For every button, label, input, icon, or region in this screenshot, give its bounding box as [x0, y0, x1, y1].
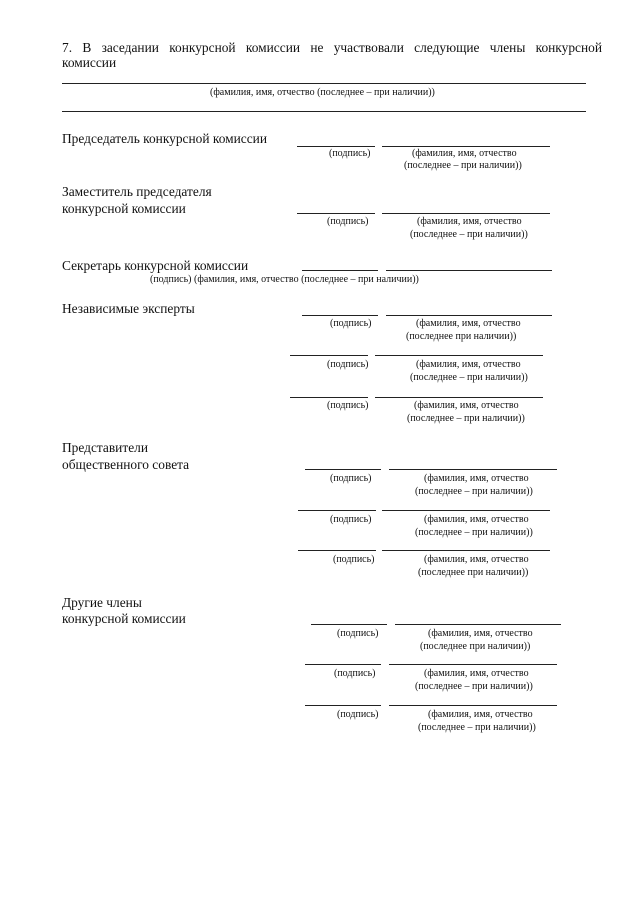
council-label-1: Представители: [62, 440, 148, 455]
council-2-fio-line: [382, 510, 550, 511]
deputy-fio-line: [382, 213, 550, 214]
deputy-label-2: конкурсной комиссии: [62, 201, 186, 216]
deputy-fio-caption-1: (фамилия, имя, отчество: [417, 216, 522, 227]
council-1-signature-line: [305, 469, 381, 470]
experts-label: Независимые эксперты: [62, 301, 195, 316]
council-2-sign-caption: (подпись): [330, 514, 372, 525]
others-label-1: Другие члены: [62, 595, 142, 610]
other-3-fio-caption-1: (фамилия, имя, отчество: [428, 709, 533, 720]
secretary-fio-line: [386, 270, 552, 271]
council-2-signature-line: [298, 510, 376, 511]
council-2-fio-caption-1: (фамилия, имя, отчество: [424, 514, 529, 525]
other-2-fio-line: [389, 664, 557, 665]
secretary-signature-line: [302, 270, 378, 271]
expert-2-sign-caption: (подпись): [327, 359, 369, 370]
council-label-2: общественного совета: [62, 457, 190, 472]
absent-members-line-2: [62, 111, 586, 112]
deputy-fio-caption-2: (последнее – при наличии)): [410, 229, 528, 240]
chair-fio-caption-2: (последнее – при наличии)): [404, 160, 522, 171]
other-3-sign-caption: (подпись): [337, 709, 379, 720]
council-1-fio-line: [389, 469, 557, 470]
expert-1-signature-line: [302, 315, 378, 316]
expert-2-fio-line: [375, 355, 543, 356]
council-1-fio-caption-2: (последнее – при наличии)): [415, 486, 533, 497]
other-1-fio-line: [395, 624, 561, 625]
expert-2-signature-line: [290, 355, 368, 356]
other-1-signature-line: [311, 624, 387, 625]
expert-1-fio-line: [386, 315, 552, 316]
expert-3-sign-caption: (подпись): [327, 400, 369, 411]
expert-2-fio-caption-2: (последнее – при наличии)): [410, 372, 528, 383]
others-label-2: конкурсной комиссии: [62, 611, 186, 626]
secretary-caption: (подпись) (фамилия, имя, отчество (последнее – при наличии)): [150, 274, 419, 285]
other-1-fio-caption-1: (фамилия, имя, отчество: [428, 628, 533, 639]
expert-3-fio-line: [375, 397, 543, 398]
other-3-fio-caption-2: (последнее – при наличии)): [418, 722, 536, 733]
intro-fio-caption: (фамилия, имя, отчество (последнее – при наличии)): [210, 87, 435, 98]
council-3-fio-caption-1: (фамилия, имя, отчество: [424, 554, 529, 565]
secretary-label: Секретарь конкурсной комиссии: [62, 258, 249, 273]
other-2-fio-caption-1: (фамилия, имя, отчество: [424, 668, 529, 679]
other-1-fio-caption-2: (последнее при наличии)): [420, 641, 531, 652]
council-1-fio-caption-1: (фамилия, имя, отчество: [424, 473, 529, 484]
council-3-sign-caption: (подпись): [333, 554, 375, 565]
expert-1-fio-caption-1: (фамилия, имя, отчество: [416, 318, 521, 329]
intro-line-2: комиссии: [62, 55, 117, 70]
other-3-signature-line: [305, 705, 381, 706]
expert-3-fio-caption-1: (фамилия, имя, отчество: [414, 400, 519, 411]
other-2-fio-caption-2: (последнее – при наличии)): [415, 681, 533, 692]
expert-1-sign-caption: (подпись): [330, 318, 372, 329]
absent-members-line-1: [62, 83, 586, 84]
other-2-sign-caption: (подпись): [334, 668, 376, 679]
expert-1-fio-caption-2: (последнее при наличии)): [406, 331, 517, 342]
council-3-fio-caption-2: (последнее при наличии)): [418, 567, 529, 578]
expert-3-fio-caption-2: (последнее – при наличии)): [407, 413, 525, 424]
council-2-fio-caption-2: (последнее – при наличии)): [415, 527, 533, 538]
chair-sign-caption: (подпись): [329, 148, 371, 159]
deputy-sign-caption: (подпись): [327, 216, 369, 227]
council-1-sign-caption: (подпись): [330, 473, 372, 484]
expert-2-fio-caption-1: (фамилия, имя, отчество: [416, 359, 521, 370]
chair-fio-line: [382, 146, 550, 147]
chair-signature-line: [297, 146, 375, 147]
other-1-sign-caption: (подпись): [337, 628, 379, 639]
council-3-signature-line: [298, 550, 376, 551]
council-3-fio-line: [382, 550, 550, 551]
chair-label: Председатель конкурсной комиссии: [62, 131, 267, 146]
other-3-fio-line: [389, 705, 557, 706]
intro-line-1: 7. В заседании конкурсной комиссии не участвовали следующие члены конкурсной: [62, 40, 602, 55]
deputy-signature-line: [297, 213, 375, 214]
deputy-label-1: Заместитель председателя: [62, 184, 212, 199]
chair-fio-caption-1: (фамилия, имя, отчество: [412, 148, 517, 159]
expert-3-signature-line: [290, 397, 368, 398]
other-2-signature-line: [305, 664, 381, 665]
